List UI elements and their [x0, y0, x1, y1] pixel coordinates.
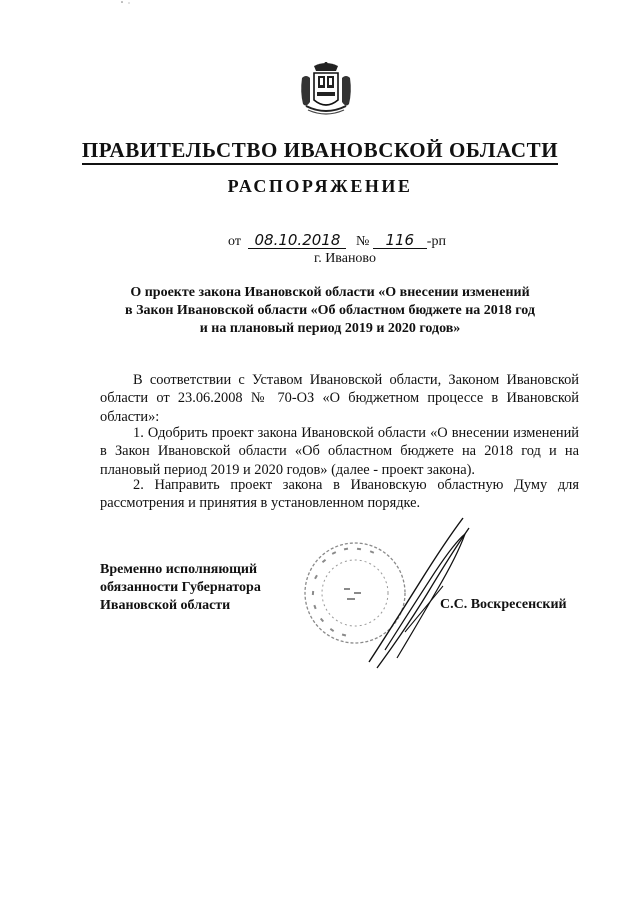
handwritten-date: 08.10.2018 [248, 232, 346, 249]
handwritten-signature-icon [365, 512, 475, 672]
signer-name: С.С. Воскресенский [440, 597, 567, 612]
document-subject [100, 284, 560, 338]
document-type-heading: РАСПОРЯЖЕНИЕ [227, 176, 413, 196]
city-label: г. Иваново [314, 251, 376, 266]
number-label: № [355, 234, 370, 249]
government-title [0, 138, 640, 163]
registration-line [228, 232, 446, 250]
signer-position-line: Ивановской области [100, 598, 231, 613]
government-title-text: ПРАВИТЕЛЬСТВО ИВАНОВСКОЙ ОБЛАСТИ [82, 138, 558, 165]
signer-position [100, 561, 261, 615]
subject-line: и на плановый период 2019 и 2020 годов» [199, 321, 461, 336]
item-1-paragraph: 1. Одобрить проект закона Ивановской области «О внесении изменений в Закон Ивановской области «Об областном бюджете на 2018 год и на плановый период 2019 и 2020 годов» (далее - проект закона). [100, 425, 579, 478]
number-suffix: -рп [426, 234, 446, 249]
handwritten-number: 116 [373, 232, 427, 249]
subject-line: О проекте закона Ивановской области «О внесении изменений [130, 285, 530, 300]
date-prefix-label: от [228, 234, 241, 249]
item-2-paragraph: 2. Направить проект закона в Ивановскую областную Думу для рассмотрения и принятия в установленном порядке. [100, 477, 579, 512]
scan-speck-icon [120, 0, 132, 6]
signer-position-line: обязанности Губернатора [100, 580, 261, 595]
preamble-paragraph: В соответствии с Уставом Ивановской области, Законом Ивановской области от 23.06.2008 № 70-ОЗ «О бюджетном процессе в Ивановской области»: [100, 372, 579, 425]
signer-position-line: Временно исполняющий [100, 562, 258, 577]
ivanovo-coat-of-arms-icon [300, 62, 352, 116]
subject-line: в Закон Ивановской области «Об областном бюджете на 2018 год [125, 303, 535, 318]
